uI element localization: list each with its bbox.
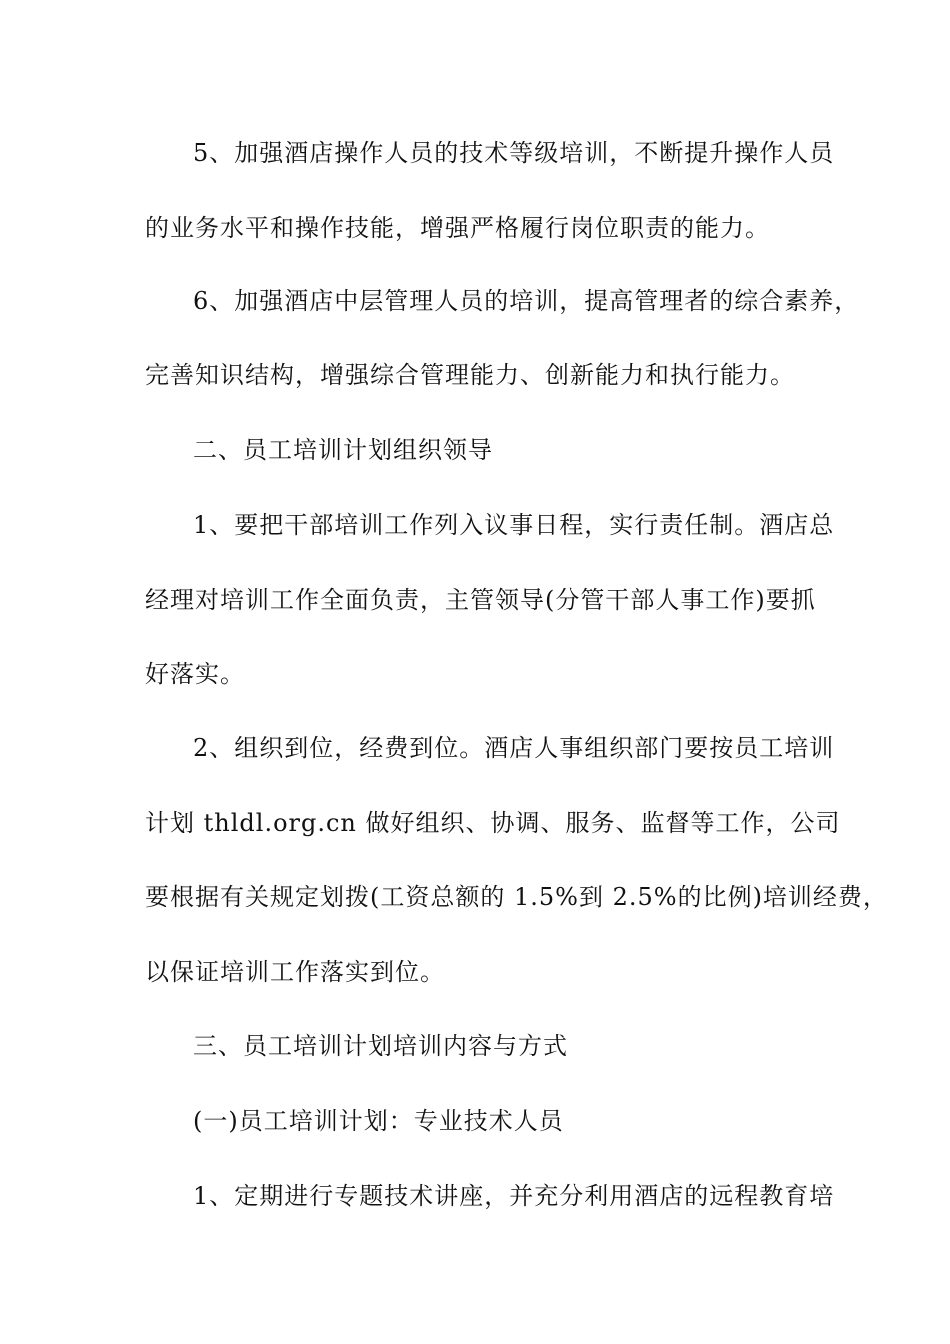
paragraph-line: 的业务水平和操作技能，增强严格履行岗位职责的能力。 (145, 214, 770, 242)
subsection-heading: (一)员工培训计划：专业技术人员 (193, 1107, 564, 1135)
paragraph-line: 要根据有关规定划拨(工资总额的 1.5%到 2.5%的比例)培训经费， (145, 883, 888, 911)
paragraph-line: 以保证培训工作落实到位。 (145, 958, 445, 986)
paragraph-line: 好落实。 (145, 660, 245, 688)
paragraph-line: 经理对培训工作全面负责，主管领导(分管干部人事工作)要抓 (145, 586, 816, 614)
paragraph-line: 1、要把干部培训工作列入议事日程，实行责任制。酒店总 (193, 511, 835, 539)
paragraph-line: 计划 thldl.org.cn 做好组织、协调、服务、监督等工作，公司 (145, 809, 841, 837)
paragraph-line: 6、加强酒店中层管理人员的培训，提高管理者的综合素养， (193, 287, 860, 315)
paragraph-line: 完善知识结构，增强综合管理能力、创新能力和执行能力。 (145, 361, 795, 389)
section-heading: 二、员工培训计划组织领导 (193, 436, 493, 464)
section-heading: 三、员工培训计划培训内容与方式 (193, 1032, 568, 1060)
paragraph-line: 5、加强酒店操作人员的技术等级培训，不断提升操作人员 (193, 139, 835, 167)
paragraph-line: 1、定期进行专题技术讲座，并充分利用酒店的远程教育培 (193, 1182, 835, 1210)
paragraph-line: 2、组织到位，经费到位。酒店人事组织部门要按员工培训 (193, 734, 835, 762)
